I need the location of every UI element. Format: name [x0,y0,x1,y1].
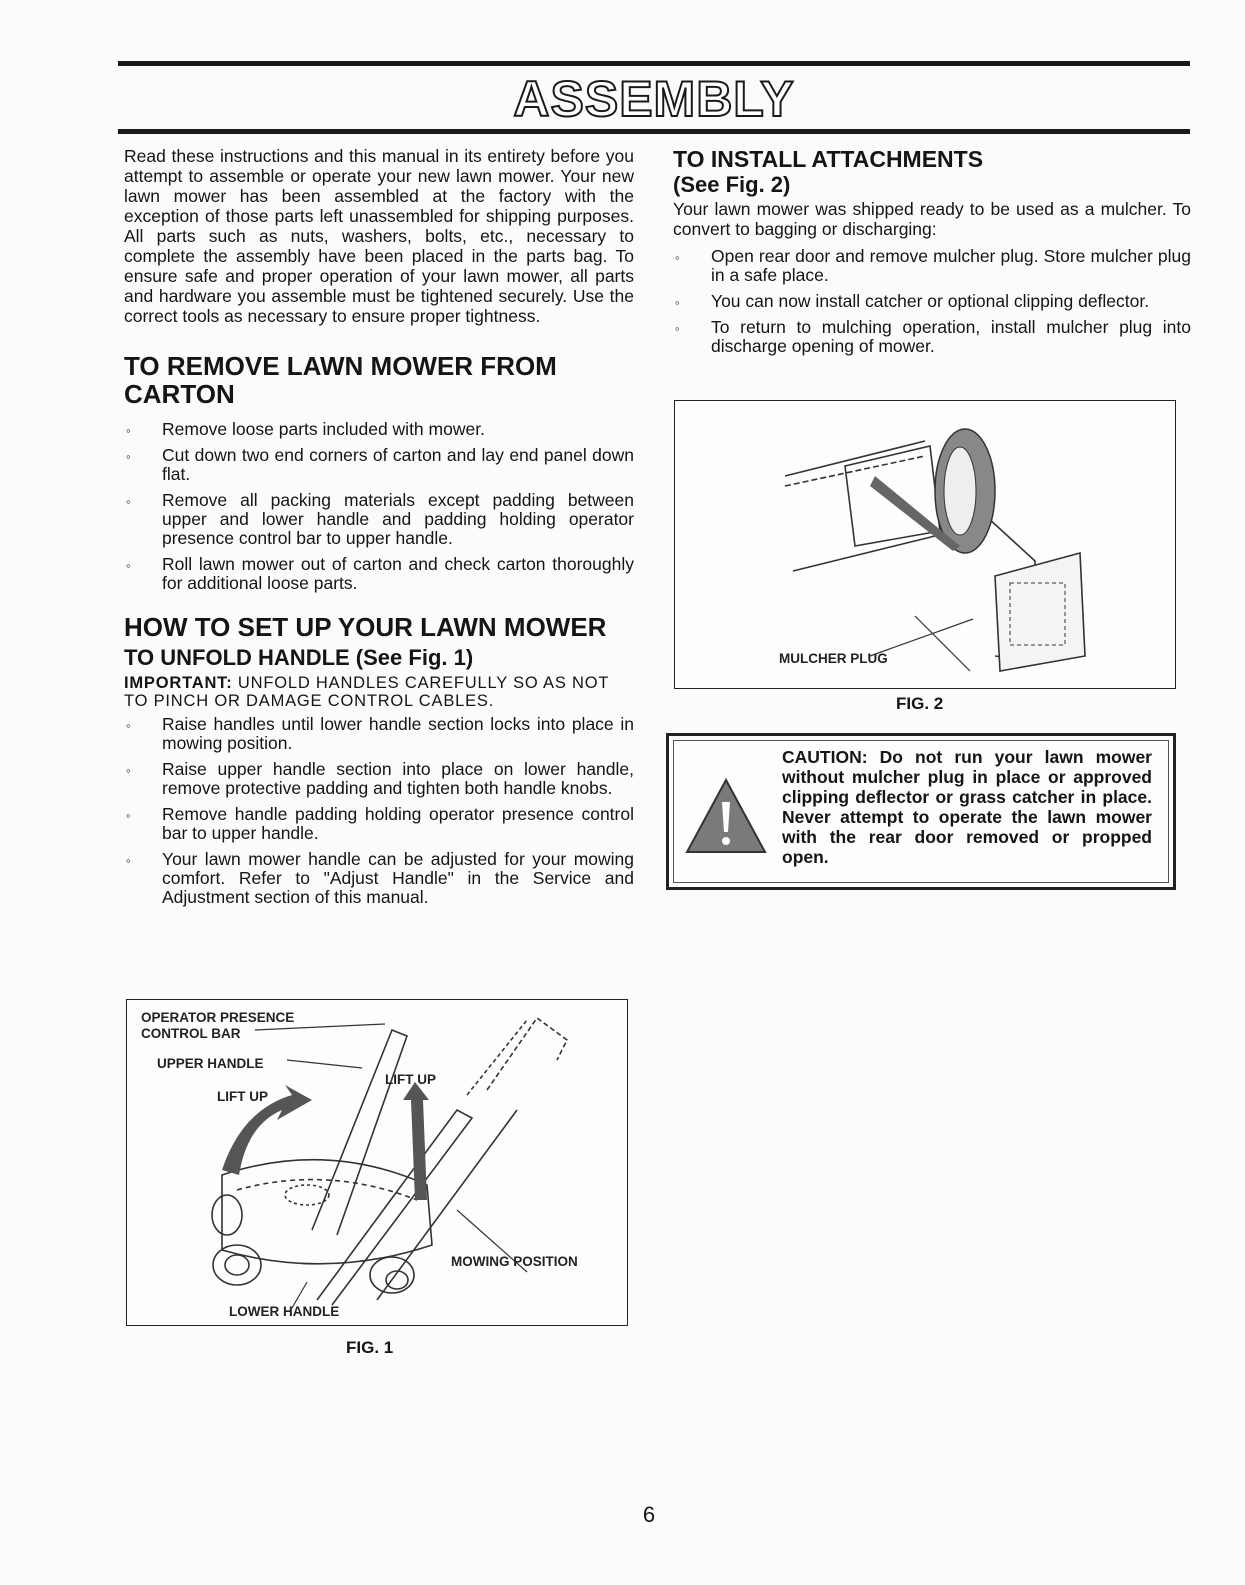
list-item: ◦ To return to mulching operation, install mulcher plug into discharge opening of mower. [673,318,1191,356]
figure-1 [126,999,628,1326]
label-mowing-position: MOWING POSITION [451,1254,578,1269]
attachments-list [673,247,1191,356]
label-operator-presence: OPERATOR PRESENCE [141,1010,295,1025]
label-control-bar: CONTROL BAR [141,1026,241,1041]
list-item: ◦ Raise handles until lower handle section locks into place in mowing position. [124,715,634,753]
right-column [673,146,1191,363]
header-rule-bottom [118,129,1190,134]
header-rule-top [118,61,1190,66]
list-item: ◦ Remove all packing materials except padding between upper and lower handle and padding holding operator presence control bar to upper handle. [124,491,634,548]
list-item: ◦ Your lawn mower handle can be adjusted for your mowing comfort. Refer to "Adjust Handle" in the Service and Adjustment section of this manual. [124,850,634,907]
list-item: ◦ Cut down two end corners of carton and lay end panel down flat. [124,446,634,484]
left-column [124,146,634,914]
lawn-mower-illustration [127,1000,627,1325]
important-note [124,674,634,710]
figure-2-caption: FIG. 2 [896,694,944,713]
unfold-handle-subheading: TO UNFOLD HANDLE (See Fig. 1) [124,645,474,670]
unfold-handle-list [124,715,634,907]
remove-carton-heading: TO REMOVE LAWN MOWER FROM CARTON [124,351,557,409]
label-upper-handle: UPPER HANDLE [157,1056,264,1071]
caution-text: CAUTION: Do not run your lawn mower without mulcher plug in place or approved clipping deflector or grass catcher in place. Never attempt to operate the lawn mower with the rear door removed or propped open. [782,747,1152,867]
setup-heading: HOW TO SET UP YOUR LAWN MOWER [124,612,607,642]
intro-paragraph: Read these instructions and this manual in its entirety before you attempt to assemble or operate your new lawn mower. Your new lawn mower has been assembled at the factory with the exception of those parts left unassembled for shipping purposes. All parts such as nuts, washers, bolts, etc., necessary to complete the assembly have been placed in the parts bag. To ensure safe and proper operation of your lawn mower, all parts and hardware you assemble must be tightened securely. Use the correct tools as necessary to ensure proper tightness. [124,146,634,326]
attachments-subheading: (See Fig. 2) [673,172,791,197]
figure-2 [674,400,1176,689]
page-number: 6 [642,1502,656,1527]
list-item: ◦ Raise upper handle section into place on lower handle, remove protective padding and tighten both handle knobs. [124,760,634,798]
page-title: ASSEMBLY [513,71,795,127]
list-item: ◦ Remove loose parts included with mower. [124,420,634,439]
label-mulcher-plug: MULCHER PLUG [779,651,888,666]
figure-1-caption: FIG. 1 [346,1338,394,1357]
label-lower-handle: LOWER HANDLE [229,1304,340,1319]
remove-carton-list [124,420,634,593]
list-item: ◦ Remove handle padding holding operator presence control bar to upper handle. [124,805,634,843]
mulcher-plug-illustration [675,401,1175,688]
list-item: ◦ Open rear door and remove mulcher plug. Store mulcher plug in a safe place. [673,247,1191,285]
attachments-intro: Your lawn mower was shipped ready to be used as a mulcher. To convert to bagging or discharging: [673,199,1191,239]
important-label: IMPORTANT: [124,674,233,692]
list-item: ◦ Roll lawn mower out of carton and check carton thoroughly for additional loose parts. [124,555,634,593]
important-text: UNFOLD HANDLES CAREFULLY SO AS NOT TO PINCH OR DAMAGE CONTROL CABLES. [124,674,609,710]
warning-triangle-icon [683,776,769,856]
list-item: ◦ You can now install catcher or optional clipping deflector. [673,292,1191,311]
label-lift-up-left: LIFT UP [217,1089,268,1104]
caution-box [666,733,1176,890]
attachments-heading: TO INSTALL ATTACHMENTS [673,146,984,172]
label-lift-up-right: LIFT UP [385,1072,436,1087]
